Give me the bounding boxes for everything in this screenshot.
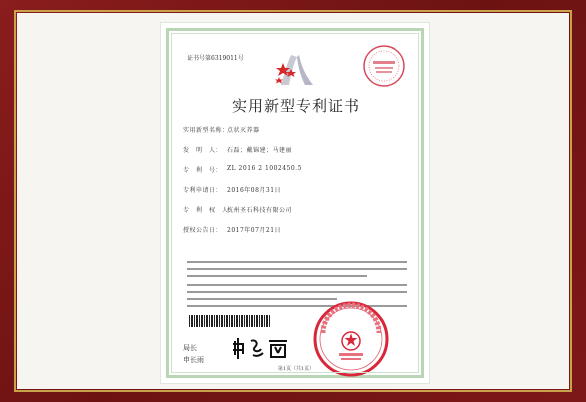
body-text-line (187, 298, 337, 300)
body-text-line (187, 291, 407, 293)
grant-date-value: 2017年07月21日 (227, 227, 282, 234)
body-text-line (187, 305, 407, 307)
patent-number-value: ZL 2016 2 1002450.5 (227, 165, 302, 172)
certificate-title: 实用新型专利证书 (231, 97, 360, 115)
body-text-line (187, 275, 367, 277)
body-text-line (187, 261, 407, 263)
director-signature-icon (231, 335, 291, 361)
body-text-line (187, 284, 407, 286)
director-title: 局长 (183, 344, 197, 352)
certificate-number: 证书号第6319011号 (187, 55, 244, 62)
director-name: 申长雨 (183, 356, 204, 364)
patentee-label: 专 利 权 人： (183, 207, 236, 214)
filing-date-value: 2016年08月31日 (227, 187, 282, 194)
body-text-line (187, 268, 407, 270)
patent-certificate (160, 22, 430, 384)
patentee-value: 杭州圣石科技有限公司 (227, 207, 293, 214)
grant-date-label: 授权公告日： (183, 227, 223, 234)
sipo-logo-icon (273, 51, 319, 91)
utility-name-value: 点状灭养器 (227, 127, 260, 134)
inventor-label: 发 明 人： (183, 147, 223, 154)
barcode (189, 315, 271, 327)
page-footer: 第1页（共1页） (277, 366, 315, 372)
inventor-value: 石磊；戴锦建；马建丽 (227, 147, 293, 154)
official-seal-icon (311, 299, 391, 379)
utility-name-label: 实用新型名称： (183, 127, 229, 134)
filing-date-label: 专利申请日： (183, 187, 223, 194)
patent-number-label: 专 利 号： (183, 167, 223, 174)
top-stamp-icon (361, 43, 407, 89)
